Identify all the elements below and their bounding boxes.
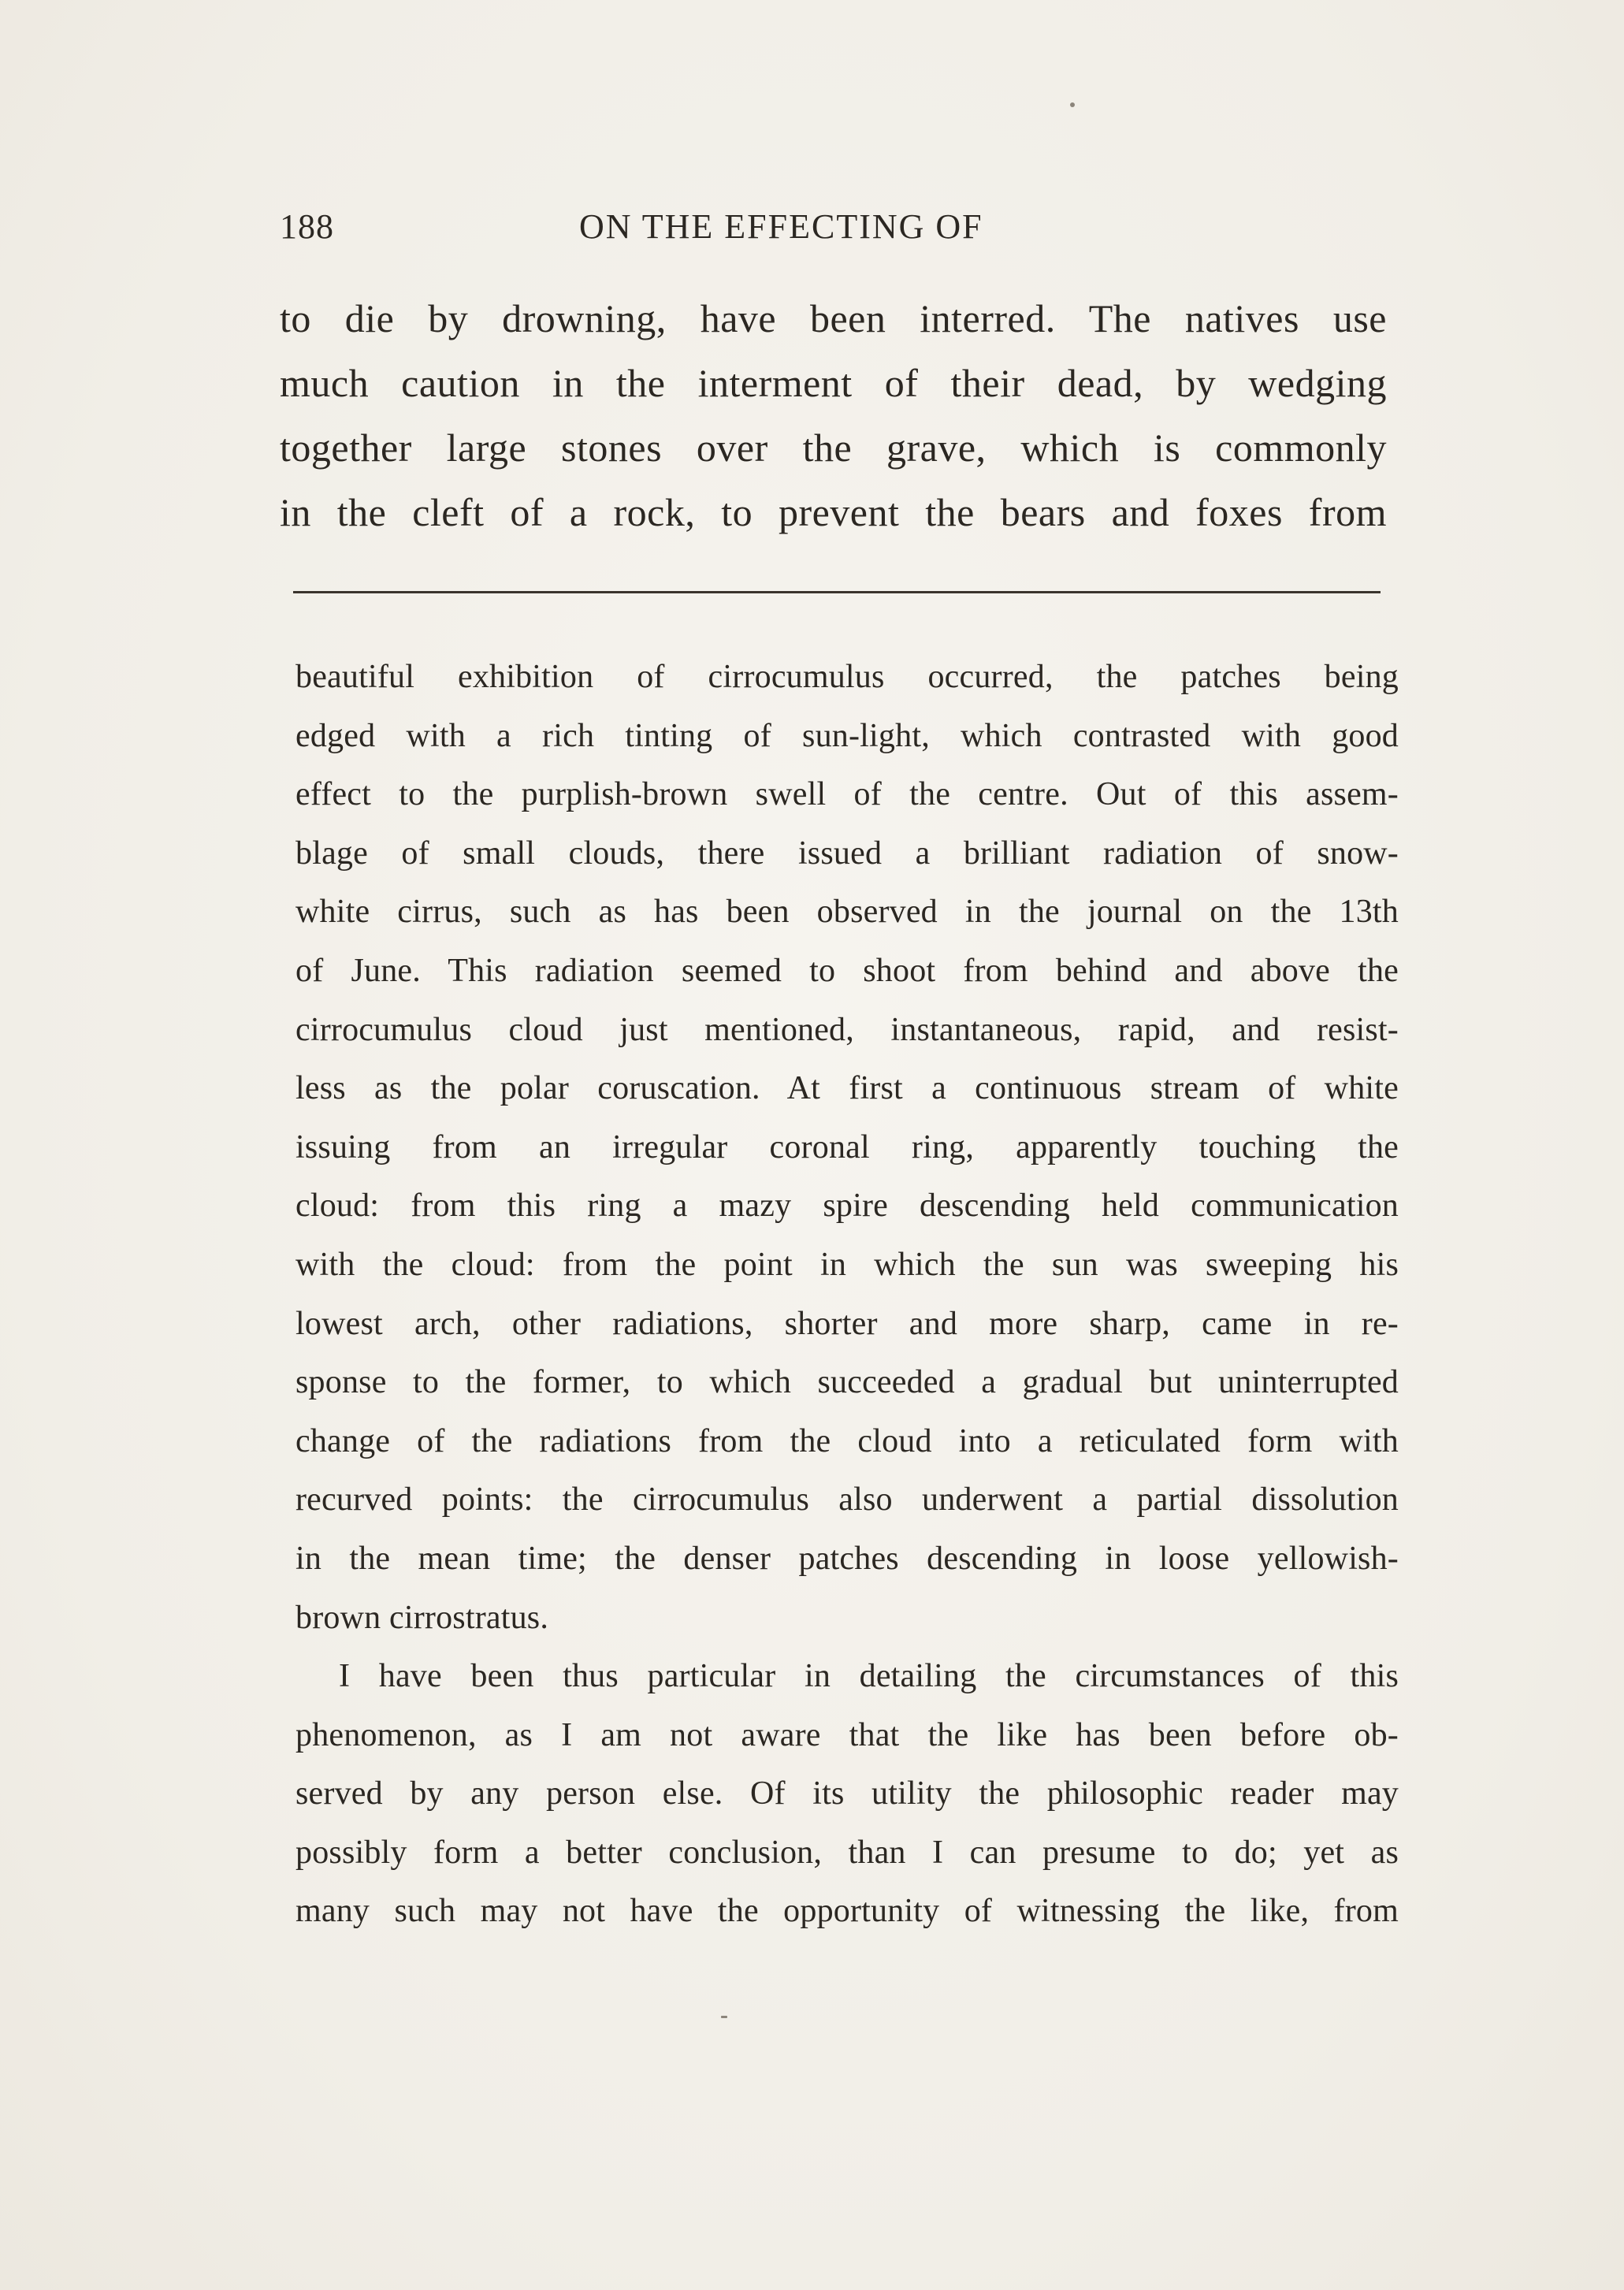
footnote-line: change of the radiations from the cloud into a reticulated form with [295,1422,1399,1459]
running-title: ON THE EFFECTING OF [579,207,983,246]
footnote-line: in the mean time; the denser patches descending in loose yellowish- [295,1540,1399,1577]
footnote-line: possibly form a better conclusion, than I can presume to do; yet as [295,1834,1399,1871]
main-text-line: together large stones over the grave, which is commonly [280,426,1387,470]
footnote [295,648,1399,1941]
footnote-line: effect to the purplish-brown swell of the centre. Out of this assem- [295,776,1399,813]
main-text-line: much caution in the interment of their dead, by wedging [280,361,1387,405]
paper-speck [721,2016,727,2018]
footnote-line: served by any person else. Of its utility the philosophic reader may [295,1775,1399,1812]
running-head [280,206,1076,254]
footnote-line: with the cloud: from the point in which the sun was sweeping his [295,1246,1399,1283]
main-text [280,286,1387,545]
footnote-line: white cirrus, such as has been observed in the journal on the 13th [295,894,1399,931]
footnote-line: cirrocumulus cloud just mentioned, instantaneous, rapid, and resist- [295,1011,1399,1048]
footnote-line: brown cirrostratus. [295,1599,549,1636]
footnote-line: beautiful exhibition of cirrocumulus occurred, the patches being [295,659,1399,695]
paper-speck [1070,102,1075,107]
footnote-line: of June. This radiation seemed to shoot from behind and above the [295,952,1399,989]
footnote-rule [293,591,1381,593]
footnote-line: many such may not have the opportunity of witnessing the like, from [295,1893,1399,1930]
footnote-line: less as the polar coruscation. At first a continuous stream of white [295,1070,1399,1107]
page-number: 188 [280,207,334,246]
footnote-paragraph-start: I have been thus particular in detailing the circumstances of this [339,1658,1399,1695]
footnote-line: lowest arch, other radiations, shorter and more sharp, came in re- [295,1305,1399,1342]
footnote-line: phenomenon, as I am not aware that the like has been before ob- [295,1716,1399,1753]
footnote-line: recurved points: the cirrocumulus also underwent a partial dissolution [295,1481,1399,1519]
footnote-line: blage of small clouds, there issued a brilliant radiation of snow- [295,835,1399,872]
main-text-line: to die by drowning, have been interred. The natives use [280,296,1387,340]
footnote-line: edged with a rich tinting of sun-light, which contrasted with good [295,717,1399,754]
footnote-line: cloud: from this ring a mazy spire descending held communication [295,1188,1399,1225]
main-text-line: in the cleft of a rock, to prevent the bears and foxes from [280,490,1387,534]
footnote-line: sponse to the former, to which succeeded a gradual but uninterrupted [295,1364,1399,1401]
footnote-line: issuing from an irregular coronal ring, apparently touching the [295,1128,1399,1165]
